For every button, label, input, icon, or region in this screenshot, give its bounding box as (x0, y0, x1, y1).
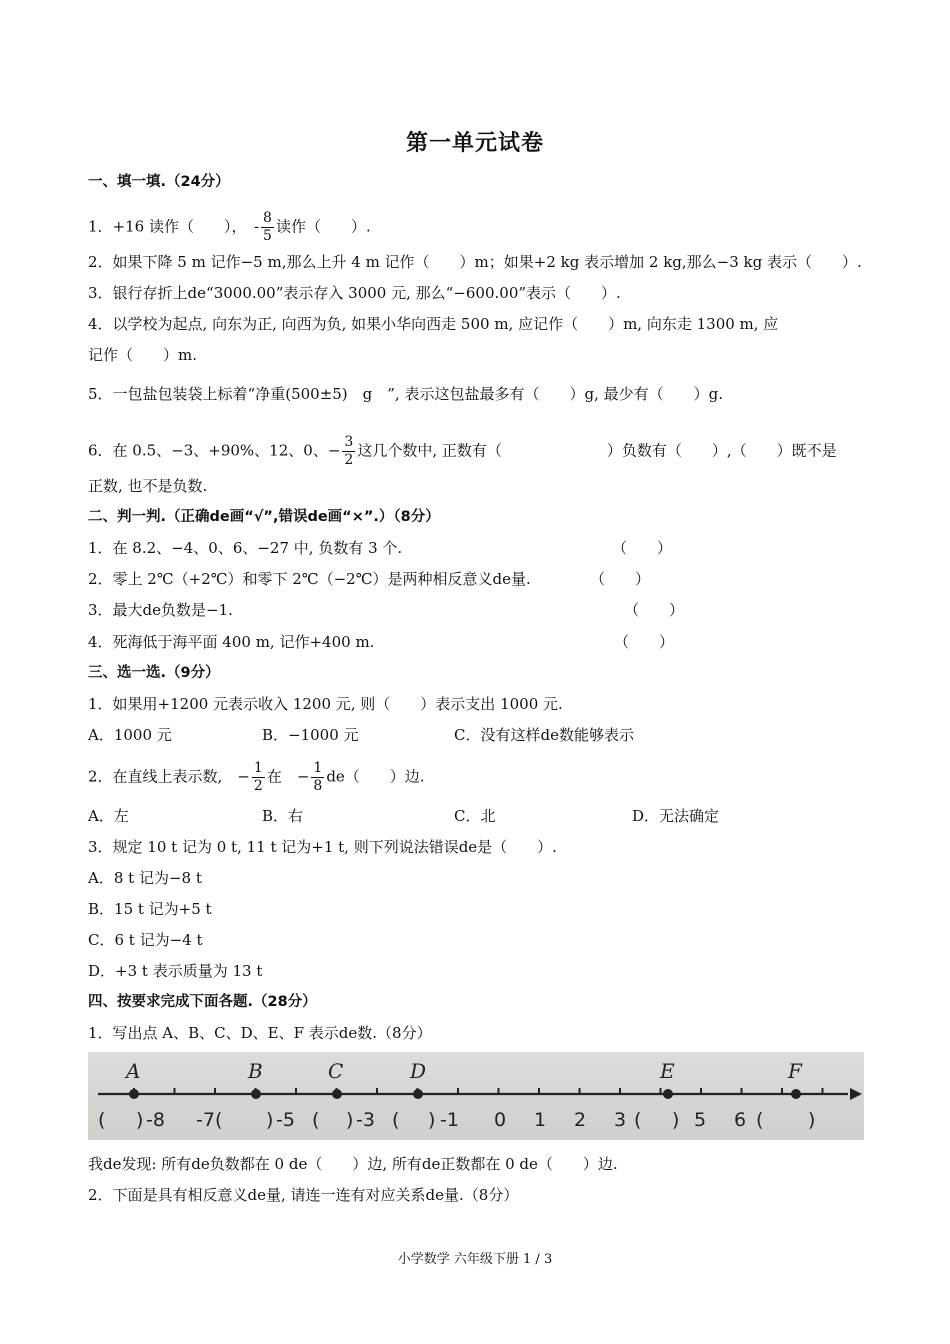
nl-label: ( (98, 1109, 106, 1131)
judge-item-2: 2．零上 2℃（+2℃）和零下 2℃（−2℃）是两种相反意义de量. (88, 570, 531, 588)
choice-option-3c: C．6 t 记为−4 t (88, 931, 203, 949)
nl-label: 6 (734, 1109, 747, 1131)
choice-option-1b: B．−1000 元 (262, 726, 359, 744)
nl-label: -7( (196, 1109, 223, 1131)
task-question-1: 1．写出点 A、B、C、D、E、F 表示de数.（8分） (88, 1024, 432, 1042)
judge-item-4: 4．死海低于海平面 400 m, 记作+400 m. (88, 633, 375, 651)
question-1-2: 2．如果下降 5 m 记作−5 m,那么上升 4 m 记作（ ）m；如果+2 kg 表示增加 2 kg,那么−3 kg 表示（ ）. (88, 253, 862, 271)
question-text: 1．+16 读作（ ）， - (88, 217, 260, 236)
section-heading-4: 四、按要求完成下面各题.（28分） (88, 994, 317, 1010)
choice-option-2c: C．北 (454, 807, 496, 825)
nl-label: 0 (494, 1109, 507, 1131)
question-1-4: 4．以学校为起点, 向东为正, 向西为负, 如果小华向西走 500 m, 应记作（ ）m, 向东走 1300 m, 应 (88, 315, 779, 333)
fraction-numerator: 1 (253, 760, 263, 776)
arrow-head-icon (850, 1088, 862, 1100)
choice-option-3a: A．8 t 记为−8 t (88, 869, 202, 887)
fraction-denominator: 8 (313, 778, 323, 794)
number-line-image (88, 1052, 864, 1140)
point-label-f: F (788, 1059, 802, 1083)
nl-label: 2 (574, 1109, 587, 1131)
question-1-6 (88, 434, 837, 469)
point-label-d: D (410, 1059, 427, 1083)
nl-label: ) (672, 1109, 680, 1131)
choice-question-1: 1．如果用+1200 元表示收入 1200 元, 则（ ）表示支出 1000 元. (88, 695, 563, 713)
choice-option-2d: D．无法确定 (632, 807, 720, 825)
nl-label: 1 (534, 1109, 547, 1131)
fraction-numerator: 3 (344, 434, 354, 450)
fraction (252, 760, 265, 795)
judge-answer-box-1: （ ） (612, 539, 673, 557)
choice-option-2b: B．右 (262, 807, 304, 825)
choice-option-1c: C．没有这样de数能够表示 (454, 726, 634, 744)
nl-label: -3 (356, 1109, 375, 1131)
judge-answer-box-4: （ ） (614, 633, 675, 651)
point-label-a: A (126, 1059, 141, 1083)
point-dot (791, 1089, 801, 1099)
section-heading-1: 一、填一填.（24分） (88, 174, 230, 190)
choice-question-2 (88, 760, 425, 795)
fraction (342, 434, 355, 469)
judge-answer-box-2: （ ） (590, 570, 651, 588)
question-1-5: 5．一包盐包装袋上标着“净重(500±5) g ”, 表示这包盐最多有（ ）g, 最少有（ ）g. (88, 385, 723, 403)
choice-option-1a: A．1000 元 (88, 726, 172, 744)
question-text: de（ ）边. (326, 767, 425, 786)
nl-label: ) (136, 1109, 144, 1131)
page-title: 第一单元试卷 (405, 130, 544, 156)
nl-label: 5 (694, 1109, 707, 1131)
judge-item-1: 1．在 8.2、−4、0、6、−27 中, 负数有 3 个. (88, 539, 403, 557)
question-text: 在 − (266, 767, 310, 786)
number-line-svg (88, 1052, 864, 1140)
question-text: 2．在直线上表示数, − (88, 767, 250, 786)
point-dot (413, 1089, 423, 1099)
nl-label: ) (346, 1109, 354, 1131)
nl-label: -5 (276, 1109, 295, 1131)
point-dot (129, 1089, 139, 1099)
nl-label: ( (756, 1109, 764, 1131)
choice-option-3d: D．+3 t 表示质量为 13 t (88, 962, 263, 980)
question-1-3: 3．银行存折上de“3000.00”表示存入 3000 元, 那么“−600.00”表示（ ）. (88, 284, 621, 302)
nl-label: -8 (146, 1109, 165, 1131)
page-footer: 小学数学 六年级下册 1 / 3 (397, 1252, 553, 1267)
task-question-2: 2．下面是具有相反意义de量, 请连一连有对应关系de量.（8分） (88, 1186, 519, 1204)
nl-label: ) (428, 1109, 436, 1131)
judge-item-3: 3．最大de负数是−1. (88, 601, 233, 619)
question-text: 这几个数中, 正数有（ ）负数有（ ）,（ ）既不是 (357, 441, 837, 460)
point-dot (663, 1089, 673, 1099)
fraction (311, 760, 324, 795)
fraction-numerator: 1 (313, 760, 323, 776)
nl-label: ) (266, 1109, 274, 1131)
nl-label: ) (808, 1109, 816, 1131)
question-text: 读作（ ）. (275, 217, 371, 236)
section-heading-2: 二、判一判.（正确de画“√”,错误de画“×”.）（8分） (88, 509, 440, 525)
fraction-numerator: 8 (263, 210, 272, 226)
nl-label: ( (312, 1109, 320, 1131)
point-label-e: E (660, 1059, 675, 1083)
question-text: 6．在 0.5、−3、+90%、12、0、− (88, 441, 341, 460)
fraction-denominator: 2 (253, 778, 263, 794)
question-1-1 (88, 210, 371, 245)
nl-label: 3 (614, 1109, 627, 1131)
point-letters (124, 1059, 803, 1083)
point-dot (251, 1089, 261, 1099)
fraction-denominator: 2 (344, 452, 354, 468)
judge-answer-box-3: （ ） (624, 601, 685, 619)
question-1-4-cont: 记作（ ）m. (88, 346, 197, 364)
nl-label: ( (392, 1109, 400, 1131)
nl-label: -1 (440, 1109, 459, 1131)
fraction-denominator: 5 (263, 228, 272, 244)
question-1-6-cont: 正数, 也不是负数. (88, 477, 208, 495)
section-heading-3: 三、选一选.（9分） (88, 665, 220, 681)
discovery-statement: 我de发现: 所有de负数都在 0 de（ ）边, 所有de正数都在 0 de（ ）边. (88, 1155, 618, 1173)
fraction (261, 210, 274, 245)
choice-question-3: 3．规定 10 t 记为 0 t, 11 t 记为+1 t, 则下列说法错误de是（ ）. (88, 838, 557, 856)
point-dot (332, 1089, 342, 1099)
choice-option-3b: B．15 t 记为+5 t (88, 900, 212, 918)
choice-option-2a: A．左 (88, 807, 129, 825)
nl-label: ( (634, 1109, 642, 1131)
number-line-labels (98, 1109, 815, 1131)
point-label-b: B (248, 1059, 263, 1083)
point-label-c: C (328, 1059, 344, 1083)
